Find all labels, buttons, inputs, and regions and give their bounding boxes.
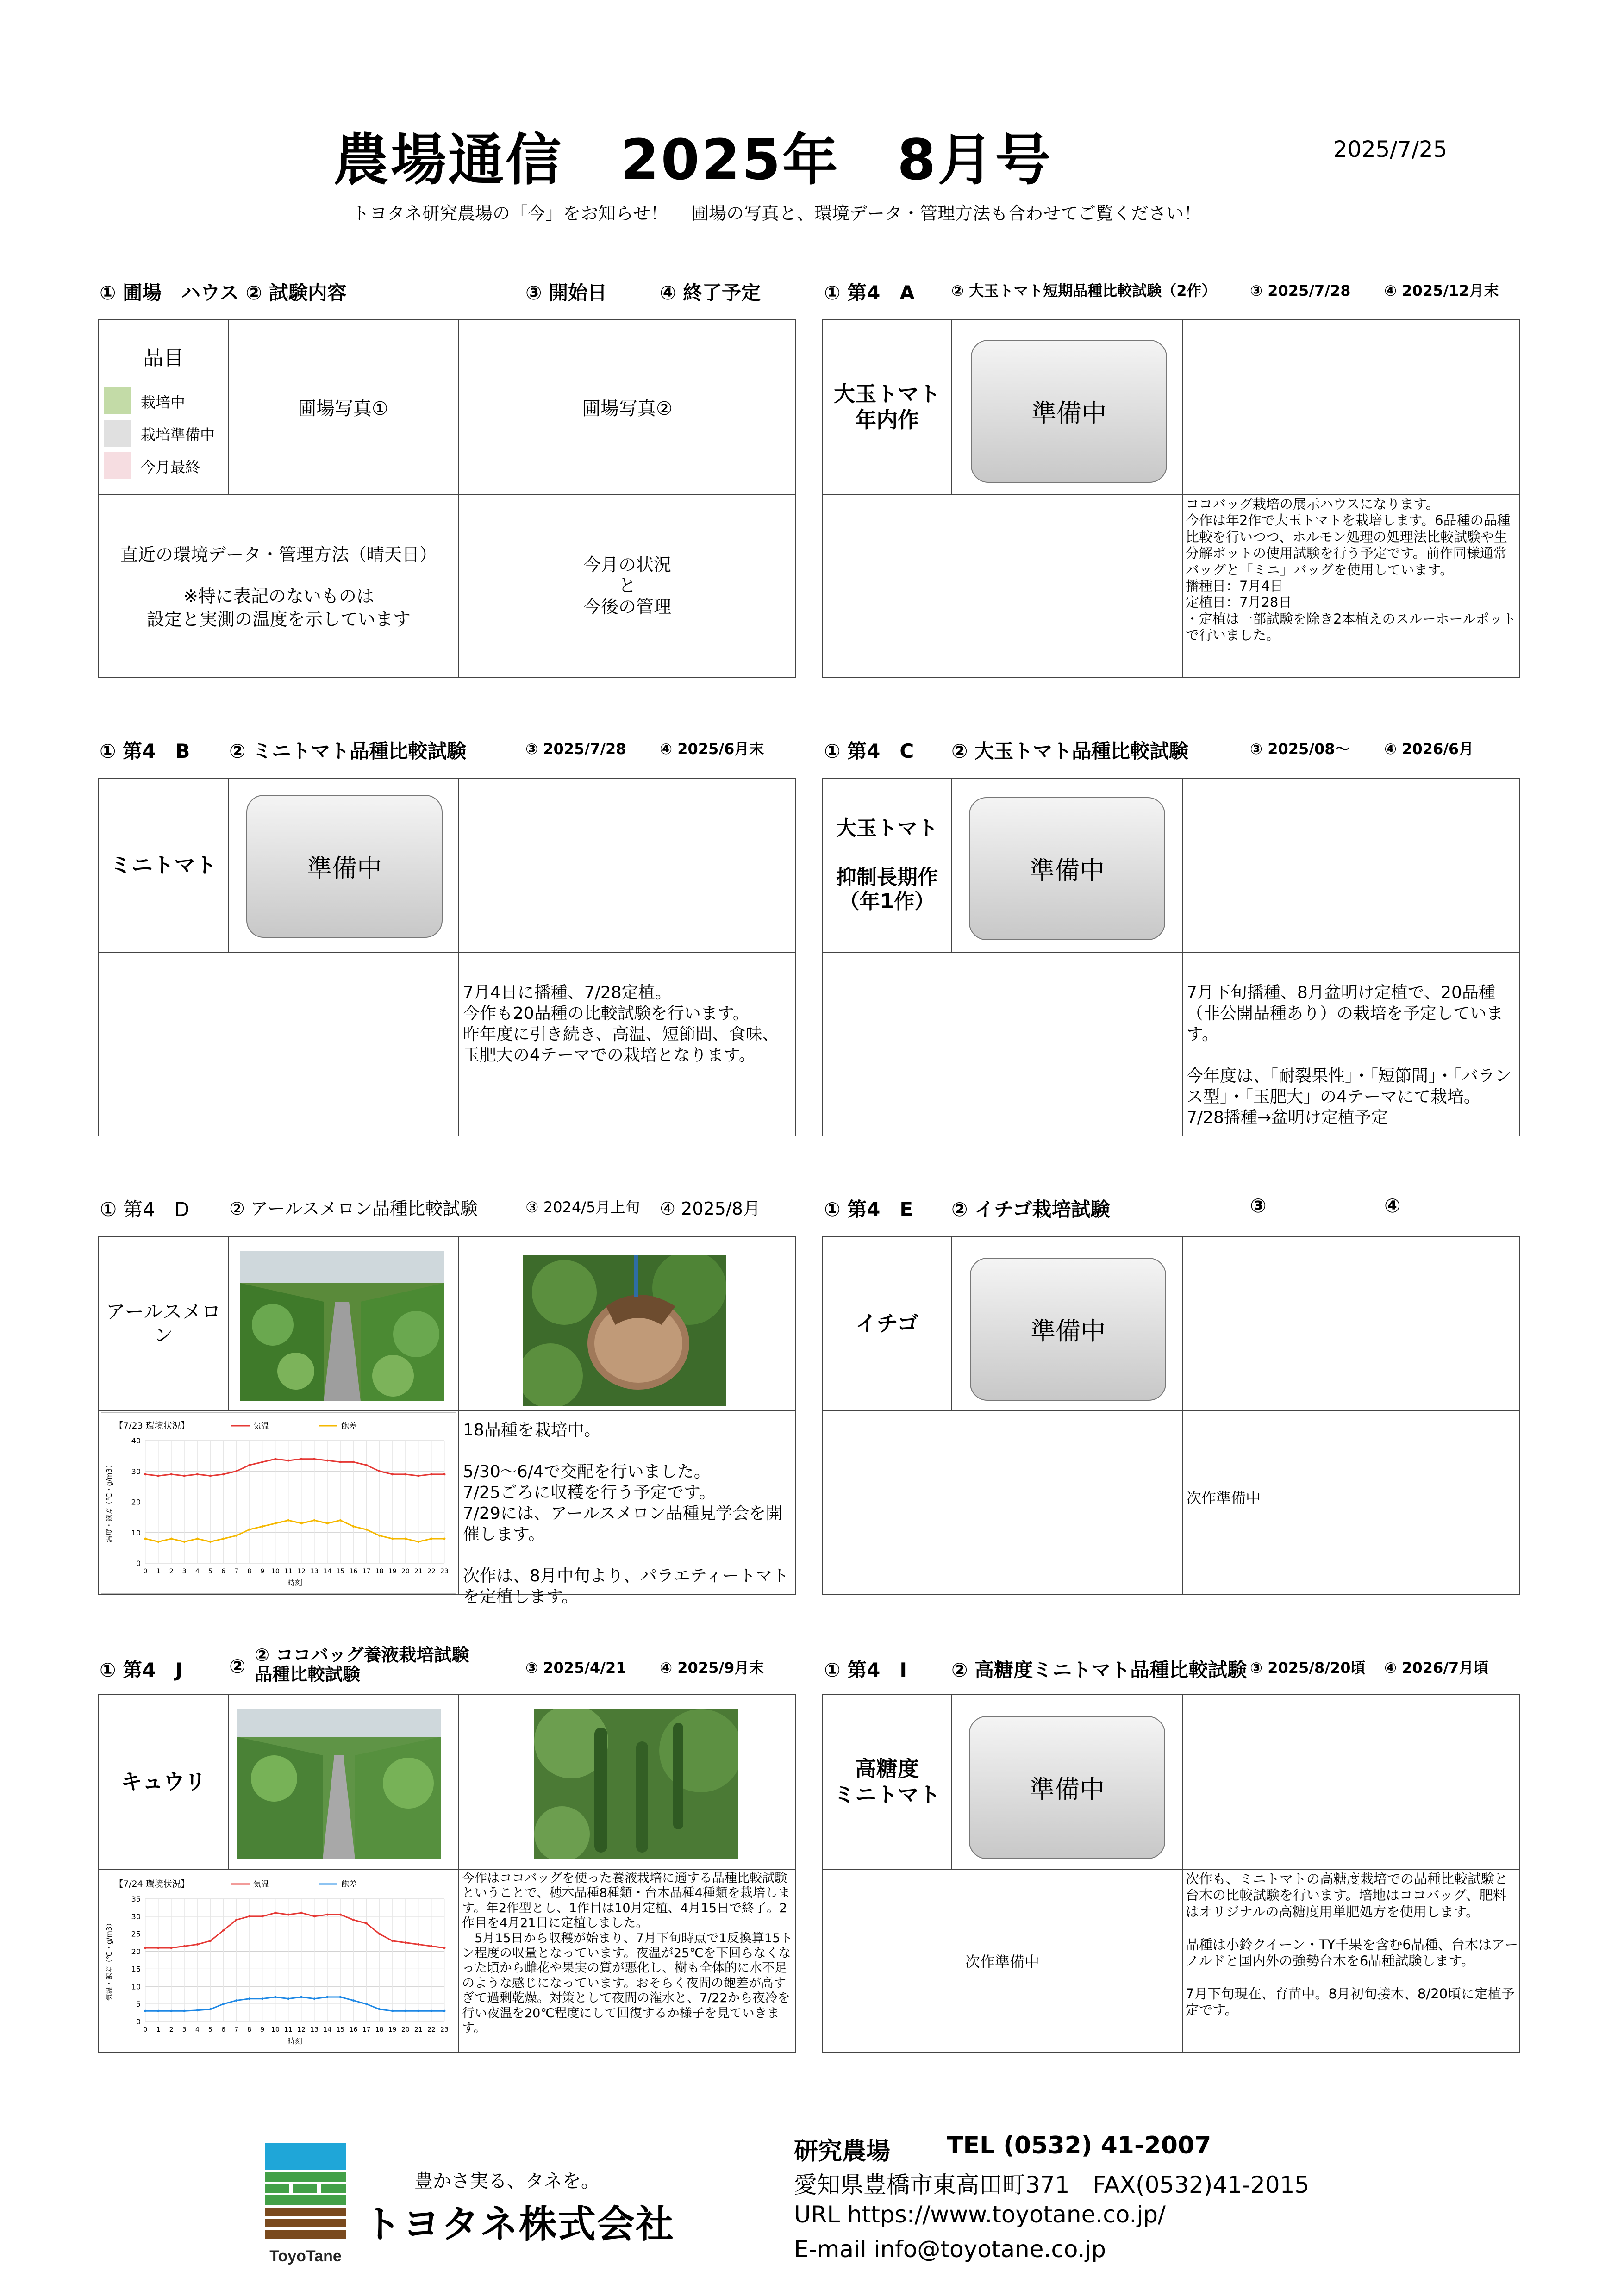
d-ytick-3: 30 [131, 1467, 141, 1476]
e-trial: ② イチゴ栽培試験 [951, 1198, 1110, 1221]
d-end: ④ 2025/8月 [660, 1198, 761, 1219]
melon-house-photo [240, 1251, 444, 1401]
d-series-0-point-2 [170, 1473, 173, 1475]
j-series-0-point-6 [222, 1929, 225, 1932]
d-series-1-point-10 [274, 1522, 276, 1524]
j-series-1-point-22 [430, 2010, 432, 2012]
j-series-0-point-17 [365, 1922, 368, 1925]
j-xtick-22: 22 [427, 2026, 436, 2034]
j-series-1-point-9 [261, 1997, 263, 2000]
j-series-1-point-12 [300, 1996, 303, 1998]
d-legend-1-label: 飽差 [341, 1422, 357, 1431]
d-xtick-10: 10 [271, 1568, 280, 1575]
j-xtick-5: 5 [208, 2026, 212, 2034]
j-ytick-3: 15 [131, 1965, 141, 1974]
j-legend-0-label: 気温 [253, 1880, 269, 1889]
c-field: ① 第4 C [824, 740, 914, 762]
footer-url[interactable]: URL https://www.toyotane.co.jp/ [794, 2201, 1166, 2228]
j-ytick-1: 5 [136, 2000, 141, 2009]
j-note: 今作はココバッグを使った養液栽培に適する品種比較試験ということで、穂木品種8種類・台木品種4種類を栽培します。年2作型とし、1作目は10月定植、4月15日で終了。2作目を4月21日に定植しました。 5月15日から収穫が始まり、7月下旬時点で1反換算15トン程度の収量となっています。夜温が25℃を下回らなくなった頃から雌花や果実の質が悪化し、樹も全体的に水不足のような感じになっています。おそらく夜間の飽差が高すぎて過剰乾燥。対策として夜間の潅水と、7/22から夜冷を行い夜温を20℃程度にして回復するか様子を見ていきます。 [462, 1871, 793, 2035]
d-series-0-point-13 [313, 1458, 316, 1460]
d-series-0-point-6 [222, 1473, 225, 1475]
d-series-0-point-18 [378, 1470, 381, 1472]
toyotane-logo [262, 2143, 350, 2268]
d-xtick-17: 17 [362, 1568, 371, 1575]
j-xtick-11: 11 [284, 2026, 293, 2034]
c-end: ④ 2026/6月 [1384, 740, 1474, 758]
j-series-1-point-0 [144, 2010, 147, 2012]
panel-d [98, 1236, 796, 1606]
j-ytick-2: 10 [131, 1982, 141, 1991]
d-series-1-point-4 [196, 1538, 199, 1540]
b-end: ④ 2025/6月末 [660, 740, 764, 758]
photo2-label: 圃場写真② [582, 398, 673, 419]
d-ytick-1: 10 [131, 1528, 141, 1537]
j-xtick-9: 9 [260, 2026, 265, 2034]
d-series-0-point-7 [235, 1470, 237, 1472]
d-chart-title: 【7/23 環境状況】 [114, 1421, 190, 1431]
j-ytick-7: 35 [131, 1895, 141, 1903]
env-note-2: 設定と実測の温度を示しています [146, 609, 411, 630]
j-xtick-2: 2 [169, 2026, 174, 2034]
e-note: 次作準備中 [1187, 1489, 1261, 1507]
j-ytick-0: 0 [136, 2017, 141, 2026]
b-trial: ② ミニトマト品種比較試験 [229, 740, 467, 762]
d-note: 18品種を栽培中。 5/30～6/4で交配を行いました。 7/25ごろに収穫を行う予定です。 7/29には、アールスメロン品種見学会を開催します。 次作は、8月中旬より、パラエティートマトを定植します。 [463, 1421, 789, 1606]
footer-tel: TEL (0532) 41-2007 [947, 2132, 1212, 2159]
d-xlabel: 時刻 [287, 1578, 303, 1587]
j-series-0-point-12 [300, 1912, 303, 1914]
photo1-label: 圃場写真① [298, 398, 388, 419]
d-series-1-point-7 [235, 1535, 237, 1537]
guide-trial-label: ② 試験内容 [245, 281, 347, 304]
d-xtick-1: 1 [156, 1568, 161, 1575]
d-series-0-point-8 [248, 1464, 250, 1466]
d-series-1-line [145, 1520, 444, 1541]
a-field: ① 第4 A [824, 281, 915, 304]
guide-header [100, 278, 347, 306]
b-crop: ミニトマト [110, 852, 217, 878]
d-series-0-point-22 [430, 1473, 432, 1475]
j-series-0-point-10 [274, 1912, 276, 1914]
logo-wordmark: ToyoTane [269, 2247, 342, 2265]
page-subtitle: トヨタネ研究農場の「今」をお知らせ！ 圃場の写真と、環境データ・管理方法も合わせてご覧ください！ [352, 203, 1201, 224]
a-end: ④ 2025/12月末 [1384, 282, 1499, 299]
j-series-1-point-18 [378, 2008, 381, 2010]
j-end: ④ 2025/9月末 [660, 1659, 764, 1677]
j-ytick-4: 20 [131, 1947, 141, 1956]
a-crop: 大玉トマト 年内作 [834, 381, 940, 432]
d-xtick-14: 14 [323, 1568, 332, 1575]
j-series-0-point-14 [326, 1914, 329, 1916]
j-xtick-18: 18 [375, 2026, 384, 2034]
d-xtick-15: 15 [336, 1568, 345, 1575]
footer-dept: 研究農場 [794, 2138, 891, 2165]
b-preparing: 準備中 [246, 795, 443, 938]
i-left-note: 次作準備中 [965, 1953, 1039, 1971]
d-series-1-point-21 [417, 1541, 419, 1543]
j-xtick-19: 19 [388, 2026, 397, 2034]
d-series-1-point-5 [209, 1541, 212, 1543]
i-field: ① 第4 I [824, 1659, 907, 1681]
j-xtick-12: 12 [297, 2026, 306, 2034]
j-series-0-point-3 [183, 1945, 186, 1947]
d-series-1-point-23 [443, 1538, 446, 1540]
e-crop: イチゴ [855, 1310, 919, 1336]
j-series-0-point-2 [170, 1947, 173, 1949]
j-ylabel: 気温・飽差（℃・g/m3） [105, 1919, 113, 2001]
footer-address: 愛知県豊橋市東高田町371 FAX(0532)41-2015 [794, 2171, 1310, 2198]
d-env-chart [101, 1412, 456, 1594]
e-start: ③ [1250, 1194, 1267, 1217]
d-series-0-point-11 [287, 1460, 289, 1462]
d-ytick-4: 40 [131, 1436, 141, 1445]
b-note: 7月4日に播種、7/28定植。 今作も20品種の比較試験を行います。 昨年度に引き続き、高温、短節間、食味、玉肥大の4テーマでの栽培となります。 [463, 983, 779, 1065]
j-series-0-point-5 [209, 1940, 212, 1942]
d-series-1-point-15 [339, 1519, 342, 1522]
j-series-0-point-11 [287, 1914, 289, 1916]
j-xtick-15: 15 [336, 2026, 345, 2034]
j-xtick-0: 0 [143, 2026, 148, 2034]
env-label: 直近の環境データ・管理方法（晴天日） [120, 544, 437, 565]
j-env-chart [101, 1871, 456, 2052]
d-xtick-2: 2 [169, 1568, 174, 1575]
j-series-1-point-14 [326, 1996, 329, 1998]
d-series-1-point-8 [248, 1529, 250, 1531]
d-xtick-18: 18 [375, 1568, 384, 1575]
legend-swatch-final [104, 452, 131, 479]
j-xtick-6: 6 [221, 2026, 225, 2034]
b-field: ① 第4 B [100, 740, 190, 762]
j-series-0-line [145, 1913, 444, 1948]
d-series-0-point-10 [274, 1458, 276, 1460]
j-series-1-point-4 [196, 2009, 199, 2011]
j-series-0-point-1 [157, 1947, 160, 1949]
d-series-1-point-1 [157, 1541, 160, 1543]
guide-end-label: ④ 終了予定 [660, 281, 761, 304]
d-series-1-point-18 [378, 1535, 381, 1537]
j-series-1-point-1 [157, 2010, 160, 2012]
j-xtick-23: 23 [440, 2026, 449, 2034]
panel-c [822, 778, 1520, 1136]
j-series-0-point-19 [391, 1940, 394, 1942]
j-series-0-point-16 [352, 1919, 355, 1921]
j-series-0-point-15 [339, 1914, 342, 1916]
legend-growing: 栽培中 [141, 393, 186, 411]
d-ylabel: 温度・飽差（℃・g/m3） [105, 1461, 113, 1543]
d-crop: アールスメロン [106, 1300, 221, 1347]
j-series-1-point-7 [235, 1999, 237, 2002]
j-series-0-point-18 [378, 1933, 381, 1935]
panel-e [822, 1236, 1520, 1595]
i-end: ④ 2026/7月頃 [1384, 1659, 1489, 1677]
j-series-1-point-23 [443, 2010, 446, 2012]
c-preparing: 準備中 [969, 797, 1165, 940]
d-field: ① 第4 D [100, 1198, 190, 1221]
j-xtick-7: 7 [234, 2026, 239, 2034]
j-ytick-5: 25 [131, 1929, 141, 1939]
j-xtick-21: 21 [414, 2026, 423, 2034]
d-series-1-point-12 [300, 1522, 303, 1524]
item-label: 品目 [143, 346, 184, 370]
j-xtick-3: 3 [182, 2026, 187, 2034]
j-ytick-6: 30 [131, 1912, 141, 1921]
d-series-1-point-16 [352, 1525, 355, 1528]
d-chart-svg [101, 1413, 456, 1593]
j-field: ① 第4 J [100, 1659, 183, 1681]
j-xtick-20: 20 [401, 2026, 410, 2034]
j-series-1-point-19 [391, 2010, 394, 2012]
legend-preparing: 栽培準備中 [141, 426, 215, 443]
d-xtick-3: 3 [182, 1568, 187, 1575]
j-crop: キュウリ [121, 1769, 206, 1794]
j-series-1-point-10 [274, 1996, 276, 1998]
j-series-0-point-20 [404, 1941, 406, 1944]
e-end: ④ [1384, 1194, 1401, 1217]
d-xtick-7: 7 [234, 1568, 239, 1575]
j-xtick-17: 17 [362, 2026, 371, 2034]
d-xtick-12: 12 [297, 1568, 306, 1575]
d-series-1-point-3 [183, 1541, 186, 1543]
d-series-0-point-1 [157, 1475, 160, 1477]
d-xtick-5: 5 [208, 1568, 212, 1575]
j-series-1-point-16 [352, 1999, 355, 2002]
d-xtick-20: 20 [401, 1568, 410, 1575]
d-series-1-point-9 [261, 1525, 263, 1528]
j-series-0-point-23 [443, 1947, 446, 1949]
j-xlabel: 時刻 [287, 2037, 303, 2046]
j-xtick-1: 1 [156, 2026, 161, 2034]
d-xtick-23: 23 [440, 1568, 449, 1575]
d-series-1-point-0 [144, 1538, 147, 1540]
d-series-0-point-0 [144, 1473, 147, 1475]
j-series-0-point-9 [261, 1915, 263, 1917]
d-xtick-6: 6 [221, 1568, 225, 1575]
cucumber-house-photo [237, 1709, 441, 1859]
a-start: ③ 2025/7/28 [1250, 282, 1351, 299]
j-series-1-point-5 [209, 2008, 212, 2010]
j-series-0-point-0 [144, 1947, 147, 1949]
i-note: 次作も、ミニトマトの高糖度栽培での品種比較試験と台木の比較試験を行います。培地はココバッグ、肥料はオリジナルの高糖度用単肥処方を使用します。 品種は小鈴クイーン・TY千果を含む6品種、台木はアーノルドと国内外の強勢台木を6品種試験します。 7月下旬現在、育苗中。8月初旬接木、8/20頃に定植予定です。 [1186, 1871, 1518, 2018]
d-series-1-point-17 [365, 1529, 368, 1531]
d-xtick-9: 9 [260, 1568, 265, 1575]
j-trial-block [255, 1646, 469, 1685]
d-xtick-13: 13 [310, 1568, 319, 1575]
e-field: ① 第4 E [824, 1198, 913, 1221]
j-series-1-point-11 [287, 1997, 289, 2000]
d-ytick-2: 20 [131, 1497, 141, 1507]
status-label: 今月の状況 と 今後の管理 [583, 554, 671, 617]
d-series-0-point-20 [404, 1473, 406, 1475]
d-series-0-point-16 [352, 1461, 355, 1463]
e-preparing: 準備中 [970, 1258, 1166, 1401]
i-crop: 高糖度 ミニトマト [834, 1756, 940, 1807]
j-series-1-point-15 [339, 1996, 342, 1998]
d-series-0-point-15 [339, 1461, 342, 1463]
a-preparing: 準備中 [971, 340, 1167, 483]
a-trial: ② 大玉トマト短期品種比較試験（2作） [951, 282, 1217, 299]
a-note: ココバッグ栽培の展示ハウスになります。 今作は年2作で大玉トマトを栽培します。6品種の品種比較を行いつつ、ホルモン処理の処理法比較試験や生分解ポットの使用試験を行う予定です。前作同様通常バッグと「ミニ」バッグを使用しています。 播種日：7月4日 定植日：7月28日 ・定植は一部試験を除き2本植えのスルーホールポットで行いました。 [1186, 496, 1516, 643]
c-trial: ② 大玉トマト品種比較試験 [951, 740, 1189, 762]
d-xtick-21: 21 [414, 1568, 423, 1575]
j-series-0-point-7 [235, 1919, 237, 1921]
j-series-1-point-20 [404, 2010, 406, 2012]
guide-panel [98, 319, 796, 678]
j-xtick-10: 10 [271, 2026, 280, 2034]
cucumber-fruit-photo [534, 1709, 738, 1859]
d-series-0-line [145, 1459, 444, 1476]
i-preparing: 準備中 [969, 1716, 1165, 1859]
j-series-1-point-21 [417, 2010, 419, 2012]
j-chart-svg [101, 1871, 456, 2052]
d-xtick-0: 0 [143, 1568, 148, 1575]
j-series-0-point-8 [248, 1915, 250, 1917]
issue-date: 2025/7/25 [1333, 137, 1448, 162]
i-trial: ② 高糖度ミニトマト品種比較試験 [951, 1659, 1247, 1681]
d-series-1-point-11 [287, 1519, 289, 1522]
d-series-0-point-3 [183, 1475, 186, 1477]
env-note-1: ※特に表記のないものは [183, 586, 374, 606]
j-series-1-point-2 [170, 2010, 173, 2012]
d-series-0-point-23 [443, 1473, 446, 1475]
footer-slogan: 豊かさ実る、タネを。 [414, 2171, 600, 2192]
j-xtick-13: 13 [310, 2026, 319, 2034]
d-series-1-point-22 [430, 1538, 432, 1540]
j-xtick-16: 16 [349, 2026, 358, 2034]
c-note: 7月下旬播種、8月盆明け定植で、20品種（非公開品種あり）の栽培を予定しています。 今年度は、「耐裂果性」・「短節間」・「バランス型」・「玉肥大」の4テーマにて栽培。 7/28播種→盆明け定植予定 [1187, 983, 1512, 1127]
d-trial: ② アールスメロン品種比較試験 [229, 1198, 478, 1219]
footer-email[interactable]: E-mail info@toyotane.co.jp [794, 2236, 1106, 2263]
panel-a [822, 319, 1520, 678]
d-xtick-16: 16 [349, 1568, 358, 1575]
d-series-1-point-6 [222, 1538, 225, 1540]
d-series-1-point-19 [391, 1538, 394, 1540]
d-series-1-point-20 [404, 1538, 406, 1540]
j-xtick-14: 14 [323, 2026, 332, 2034]
j-start: ③ 2025/4/21 [525, 1659, 626, 1677]
j-xtick-8: 8 [247, 2026, 252, 2034]
d-xtick-11: 11 [284, 1568, 293, 1575]
melon-fruit-photo [523, 1255, 726, 1406]
d-start: ③ 2024/5月上旬 [525, 1198, 640, 1216]
j-series-1-point-13 [313, 1997, 316, 2000]
panel-j [98, 1694, 796, 2053]
d-xtick-8: 8 [247, 1568, 252, 1575]
d-series-1-point-2 [170, 1538, 173, 1540]
i-start: ③ 2025/8/20頃 [1250, 1659, 1366, 1677]
guide-field-label: ① 圃場 ハウス [100, 281, 239, 304]
d-series-1-point-13 [313, 1519, 316, 1522]
d-series-0-point-4 [196, 1473, 199, 1475]
legend-swatch-growing [104, 387, 131, 414]
d-legend-0-label: 気温 [253, 1422, 269, 1431]
d-series-1-point-14 [326, 1522, 329, 1524]
j-chart-title: 【7/24 環境状況】 [114, 1879, 190, 1889]
d-series-0-point-19 [391, 1473, 394, 1475]
legend-swatch-preparing [104, 420, 131, 447]
d-series-0-point-14 [326, 1460, 329, 1462]
j-series-1-point-17 [365, 2003, 368, 2005]
c-start: ③ 2025/08～ [1250, 740, 1350, 758]
j-series-1-point-8 [248, 1997, 250, 2000]
panel-b [98, 778, 796, 1136]
j-legend-1-label: 飽差 [341, 1880, 357, 1889]
j-series-0-point-13 [313, 1915, 316, 1917]
b-start: ③ 2025/7/28 [525, 740, 626, 758]
d-series-0-point-17 [365, 1464, 368, 1466]
d-series-0-point-12 [300, 1458, 303, 1460]
d-series-0-point-9 [261, 1461, 263, 1463]
j-series-1-point-6 [222, 2003, 225, 2005]
j-series-0-point-22 [430, 1945, 432, 1947]
panel-i [822, 1694, 1520, 2053]
d-series-0-point-21 [417, 1475, 419, 1477]
footer-company: トヨタネ株式会社 [363, 2202, 675, 2246]
j-series-1-point-3 [183, 2010, 186, 2012]
legend-final: 今月最終 [141, 458, 200, 476]
guide-start-label: ③ 開始日 [525, 281, 607, 304]
d-ytick-0: 0 [136, 1559, 141, 1568]
d-xtick-4: 4 [195, 1568, 200, 1575]
j-xtick-4: 4 [195, 2026, 200, 2034]
d-series-0-point-5 [209, 1475, 212, 1477]
j-series-0-point-21 [417, 1943, 419, 1946]
j-trial-1: ② ココバッグ養液栽培試験 [255, 1645, 469, 1665]
c-crop: 大玉トマト 抑制長期作 （年1作） [836, 816, 938, 914]
j-trial-2: 品種比較試験 [255, 1664, 361, 1685]
j-series-0-point-4 [196, 1943, 199, 1946]
d-xtick-19: 19 [388, 1568, 397, 1575]
page-title: 農場通信 2025年 8月号 [333, 128, 1053, 193]
d-xtick-22: 22 [427, 1568, 436, 1575]
